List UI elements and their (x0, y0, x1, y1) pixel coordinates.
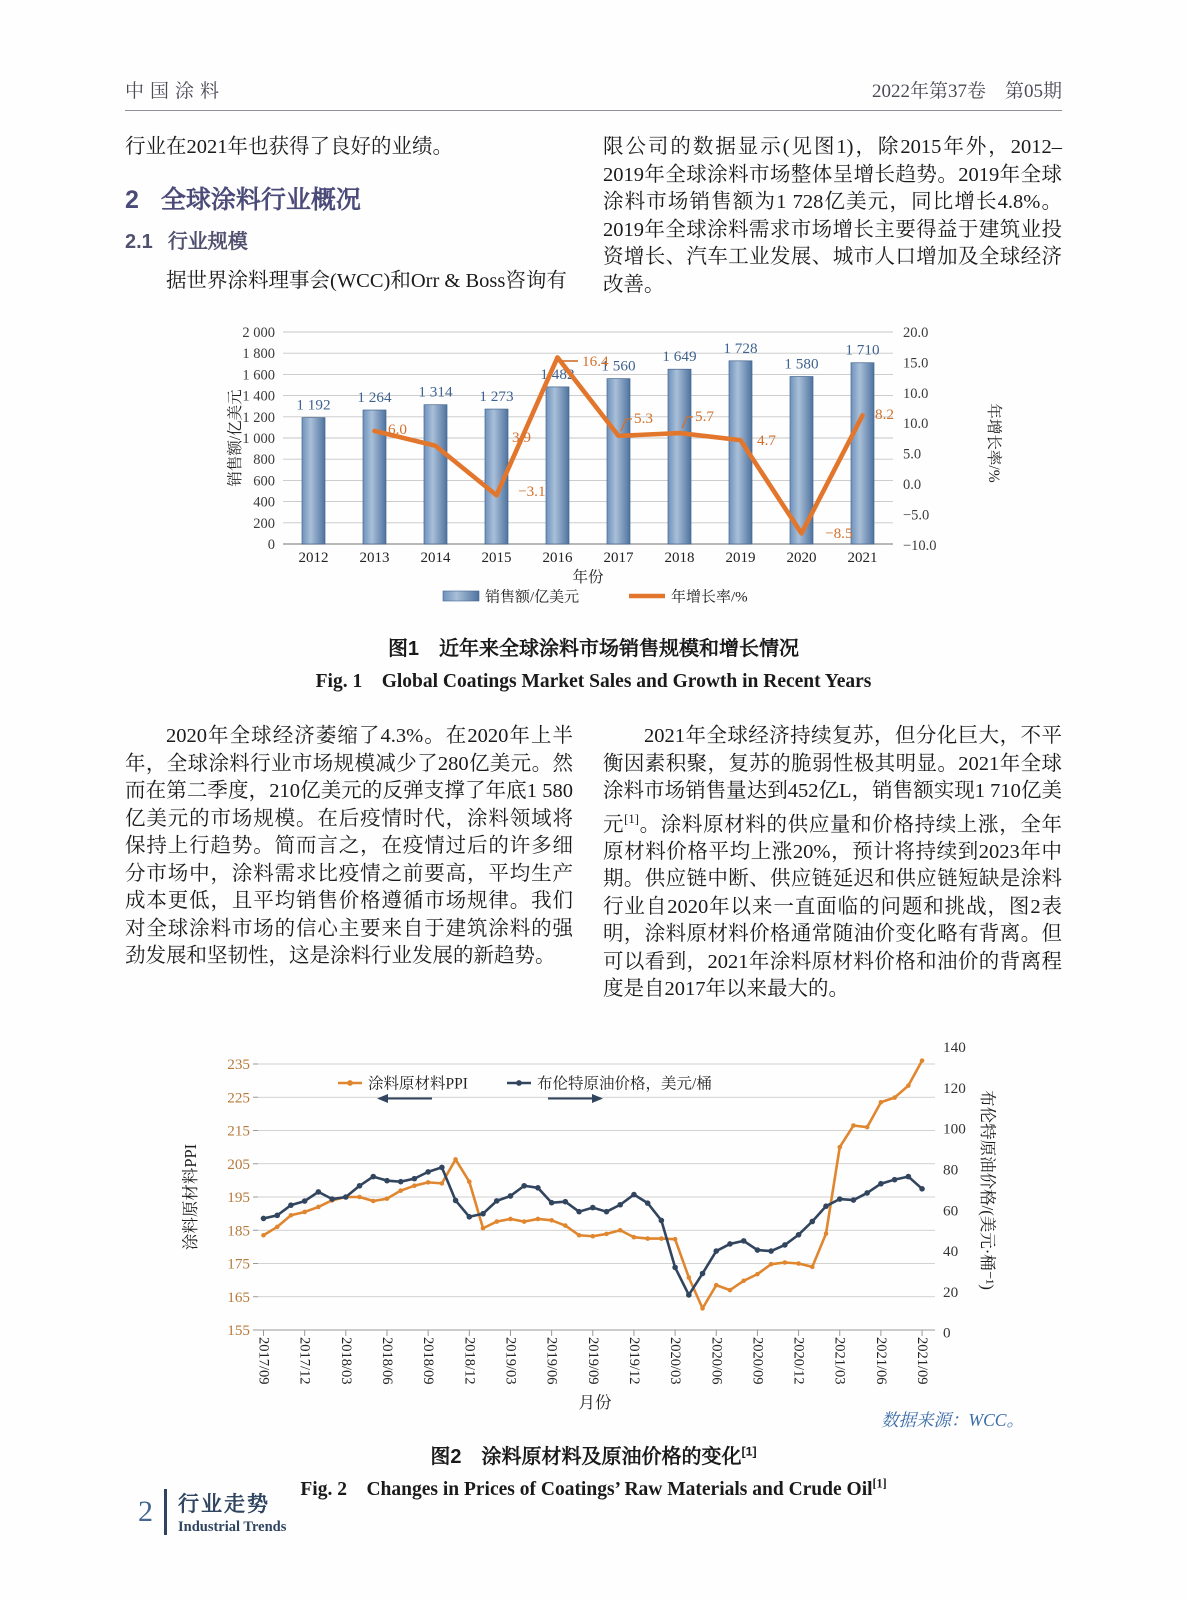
footer-divider (164, 1489, 167, 1535)
svg-text:800: 800 (253, 452, 275, 469)
svg-text:年增长率/%: 年增长率/% (985, 403, 1002, 483)
svg-text:200: 200 (253, 515, 275, 532)
left-column-2 (125, 723, 573, 1004)
svg-text:2020/09: 2020/09 (749, 1336, 766, 1385)
svg-text:5.0: 5.0 (903, 446, 922, 463)
sales-growth-chart (225, 319, 1010, 619)
lead-line: 行业在2021年也获得了良好的业绩。 (125, 136, 453, 158)
data-source-note: 数据来源：WCC。 (881, 1409, 1024, 1430)
svg-text:225: 225 (227, 1089, 250, 1107)
svg-text:年增长率/%: 年增长率/% (671, 589, 748, 606)
figure-1-caption-cn: 图1 近年来全球涂料市场销售规模和增长情况 (387, 638, 800, 660)
paragraph-3: 2021年全球经济持续复苏，但分化巨大，不平衡因素积聚，复苏的脆弱性极其明显。2021年全球涂料市场销售量达到452亿L，销售额实现1 710亿美元[1]。涂料原材料的供应量和价格持续上涨，全年原材料价格平均上涨20%，预计将持续到2023年中期。供应链中断、供应链延迟和供应链短缺是涂料行业自2020年以来一直面临的问题和挑战，图2表明，涂料原材料价格通常随油价变化略有背离。但可以看到，2021年涂料原材料价格和油价的背离程度是自2017年以来最大的。 (603, 725, 1063, 1001)
svg-text:5.7: 5.7 (695, 408, 714, 425)
text-block-2 (125, 723, 1062, 1004)
svg-text:2018/12: 2018/12 (461, 1336, 478, 1385)
svg-text:1 264: 1 264 (357, 389, 392, 407)
figure-1 (225, 319, 1010, 624)
svg-text:1 600: 1 600 (242, 367, 275, 384)
svg-text:175: 175 (227, 1255, 250, 1273)
svg-text:2020/06: 2020/06 (708, 1336, 725, 1385)
svg-text:1 649: 1 649 (662, 348, 697, 366)
svg-text:1 314: 1 314 (418, 383, 453, 401)
svg-text:2018/06: 2018/06 (378, 1336, 395, 1385)
svg-text:10.0: 10.0 (903, 416, 929, 433)
svg-text:−5.0: −5.0 (903, 507, 930, 524)
page-header (125, 76, 1062, 103)
svg-text:2021/09: 2021/09 (914, 1336, 931, 1385)
svg-text:2017: 2017 (603, 550, 634, 566)
svg-text:0.0: 0.0 (903, 477, 922, 493)
footer-section-cn: 行业走势 (178, 1493, 270, 1516)
svg-text:−3.1: −3.1 (518, 483, 546, 500)
ppi-crude-oil-chart (170, 1016, 1060, 1416)
left-column-1 (125, 134, 573, 299)
subsection-number: 2.1 (125, 231, 153, 253)
svg-text:165: 165 (227, 1288, 250, 1306)
svg-text:2017/12: 2017/12 (296, 1336, 313, 1385)
svg-text:5.3: 5.3 (634, 410, 653, 427)
svg-text:2020: 2020 (786, 550, 817, 566)
svg-text:80: 80 (943, 1161, 959, 1179)
svg-text:涂料原材料PPI: 涂料原材料PPI (181, 1143, 200, 1251)
svg-text:2019/03: 2019/03 (502, 1336, 519, 1385)
svg-text:120: 120 (943, 1079, 966, 1097)
svg-text:2014: 2014 (420, 550, 451, 566)
svg-text:−8.5: −8.5 (825, 525, 853, 542)
svg-text:15.0: 15.0 (903, 355, 929, 372)
svg-text:600: 600 (253, 473, 275, 490)
svg-text:1 482: 1 482 (540, 365, 575, 383)
svg-text:2018: 2018 (664, 550, 695, 566)
svg-text:20.0: 20.0 (903, 325, 929, 341)
svg-text:16.4: 16.4 (582, 353, 609, 370)
svg-text:2012: 2012 (298, 550, 329, 566)
svg-text:2015: 2015 (481, 550, 512, 566)
svg-text:2019/12: 2019/12 (625, 1336, 642, 1385)
svg-text:1 400: 1 400 (242, 388, 275, 405)
ref-1-superscript: [1] (624, 811, 639, 826)
svg-text:布伦特原油价格，美元/桶: 布伦特原油价格，美元/桶 (537, 1075, 712, 1093)
svg-text:1 192: 1 192 (296, 396, 331, 414)
svg-text:2019: 2019 (725, 550, 756, 566)
svg-text:1 000: 1 000 (242, 431, 275, 447)
svg-text:2020/12: 2020/12 (790, 1336, 807, 1385)
svg-text:月份: 月份 (578, 1392, 612, 1412)
footer-section (178, 1488, 286, 1536)
svg-text:8.2: 8.2 (875, 406, 894, 423)
svg-text:年份: 年份 (572, 569, 604, 586)
svg-text:10.0: 10.0 (903, 385, 929, 402)
svg-text:2017/09: 2017/09 (255, 1336, 272, 1385)
svg-text:235: 235 (227, 1055, 250, 1073)
header-rule (125, 110, 1062, 111)
svg-text:−10.0: −10.0 (903, 537, 937, 554)
svg-text:20: 20 (943, 1283, 959, 1301)
svg-text:1 800: 1 800 (242, 346, 275, 363)
svg-text:2019/09: 2019/09 (584, 1336, 601, 1385)
svg-text:2018/03: 2018/03 (337, 1336, 354, 1385)
issue-info: 2022年第37卷 第05期 (871, 81, 1062, 102)
figure-2-caption-en: Fig. 2 Changes in Prices of Coatings’ Raw Materials and Crude Oil[1] (300, 1476, 887, 1500)
journal-name: 中国涂料 (125, 81, 226, 102)
svg-text:3.9: 3.9 (512, 429, 531, 446)
svg-text:2013: 2013 (359, 550, 390, 566)
svg-text:0: 0 (267, 537, 275, 553)
svg-text:销售额/亿美元: 销售额/亿美元 (485, 589, 580, 606)
paragraph-2: 2020年全球经济萎缩了4.3%。在2020年上半年，全球涂料行业市场规模减少了280亿美元。然而在第二季度，210亿美元的反弹支撑了年底1 580亿美元的市场规模。在后疫情时代，涂料领域将保持上行趋势。简而言之，在疫情过后的许多细分市场中，涂料需求比疫情之前要高，平均生产成本更低，且平均销售价格遵循市场规律。我们对全球涂料市场的信心主要来自于建筑涂料的强劲发展和坚韧性，这是涂料行业发展的新趋势。 (125, 725, 573, 967)
svg-text:2021/06: 2021/06 (872, 1336, 889, 1385)
svg-text:185: 185 (227, 1222, 250, 1240)
section-heading (125, 187, 573, 215)
figure-2 (170, 1016, 1060, 1421)
svg-text:400: 400 (253, 494, 275, 511)
svg-text:2019/06: 2019/06 (543, 1336, 560, 1385)
svg-text:涂料原材料PPI: 涂料原材料PPI (368, 1075, 468, 1093)
svg-text:100: 100 (943, 1120, 966, 1138)
svg-text:205: 205 (227, 1155, 250, 1173)
section-title: 全球涂料行业概况 (160, 185, 361, 214)
svg-text:2 000: 2 000 (242, 325, 275, 341)
svg-text:215: 215 (227, 1122, 250, 1140)
svg-text:1 580: 1 580 (784, 355, 819, 373)
subsection-heading (125, 229, 573, 257)
paragraph-1-left: 据世界涂料理事会(WCC)和Orr & Boss咨询有 (166, 269, 567, 292)
footer-section-en: Industrial Trends (178, 1519, 287, 1535)
svg-text:1 200: 1 200 (242, 409, 275, 426)
svg-text:2021/03: 2021/03 (831, 1336, 848, 1385)
svg-text:1 710: 1 710 (845, 341, 880, 359)
svg-text:1 728: 1 728 (723, 339, 758, 357)
svg-text:40: 40 (943, 1242, 959, 1260)
svg-text:2016: 2016 (542, 550, 573, 566)
text-block-1 (125, 134, 1062, 299)
svg-text:2018/09: 2018/09 (420, 1336, 437, 1385)
svg-text:195: 195 (227, 1188, 250, 1206)
right-column-2 (603, 723, 1062, 1004)
svg-text:1 560: 1 560 (601, 357, 636, 375)
svg-text:1 273: 1 273 (479, 388, 514, 406)
svg-text:2021: 2021 (847, 550, 878, 566)
right-column-1 (603, 134, 1062, 299)
svg-text:4.7: 4.7 (757, 432, 776, 449)
figure-1-caption-en: Fig. 1 Global Coatings Market Sales and Growth in Recent Years (315, 671, 872, 692)
paragraph-1-right: 限公司的数据显示(见图1)，除2015年外，2012–2019年全球涂料市场整体呈增长趋势。2019年全球涂料市场销售额为1 728亿美元，同比增长4.8%。2019年全球涂料需求市场增长主要得益于建筑业投资增长、汽车工业发展、城市人口增加及全球经济改善。 (603, 136, 1062, 296)
page-number: 2 (138, 1495, 153, 1528)
figure-2-caption-cn: 图2 涂料原材料及原油价格的变化[1] (430, 1444, 757, 1468)
subsection-title: 行业规模 (167, 231, 248, 253)
svg-text:0: 0 (943, 1324, 951, 1342)
section-number: 2 (125, 185, 139, 214)
svg-text:销售额/亿美元: 销售额/亿美元 (227, 389, 244, 487)
svg-text:140: 140 (943, 1038, 966, 1056)
svg-text:2020/03: 2020/03 (667, 1336, 684, 1385)
page-footer (138, 1488, 286, 1536)
svg-text:155: 155 (227, 1321, 250, 1339)
svg-text:布伦特原油价格/(美元·桶⁻¹): 布伦特原油价格/(美元·桶⁻¹) (978, 1089, 997, 1290)
svg-text:60: 60 (943, 1202, 959, 1220)
svg-text:6.0: 6.0 (388, 421, 407, 438)
